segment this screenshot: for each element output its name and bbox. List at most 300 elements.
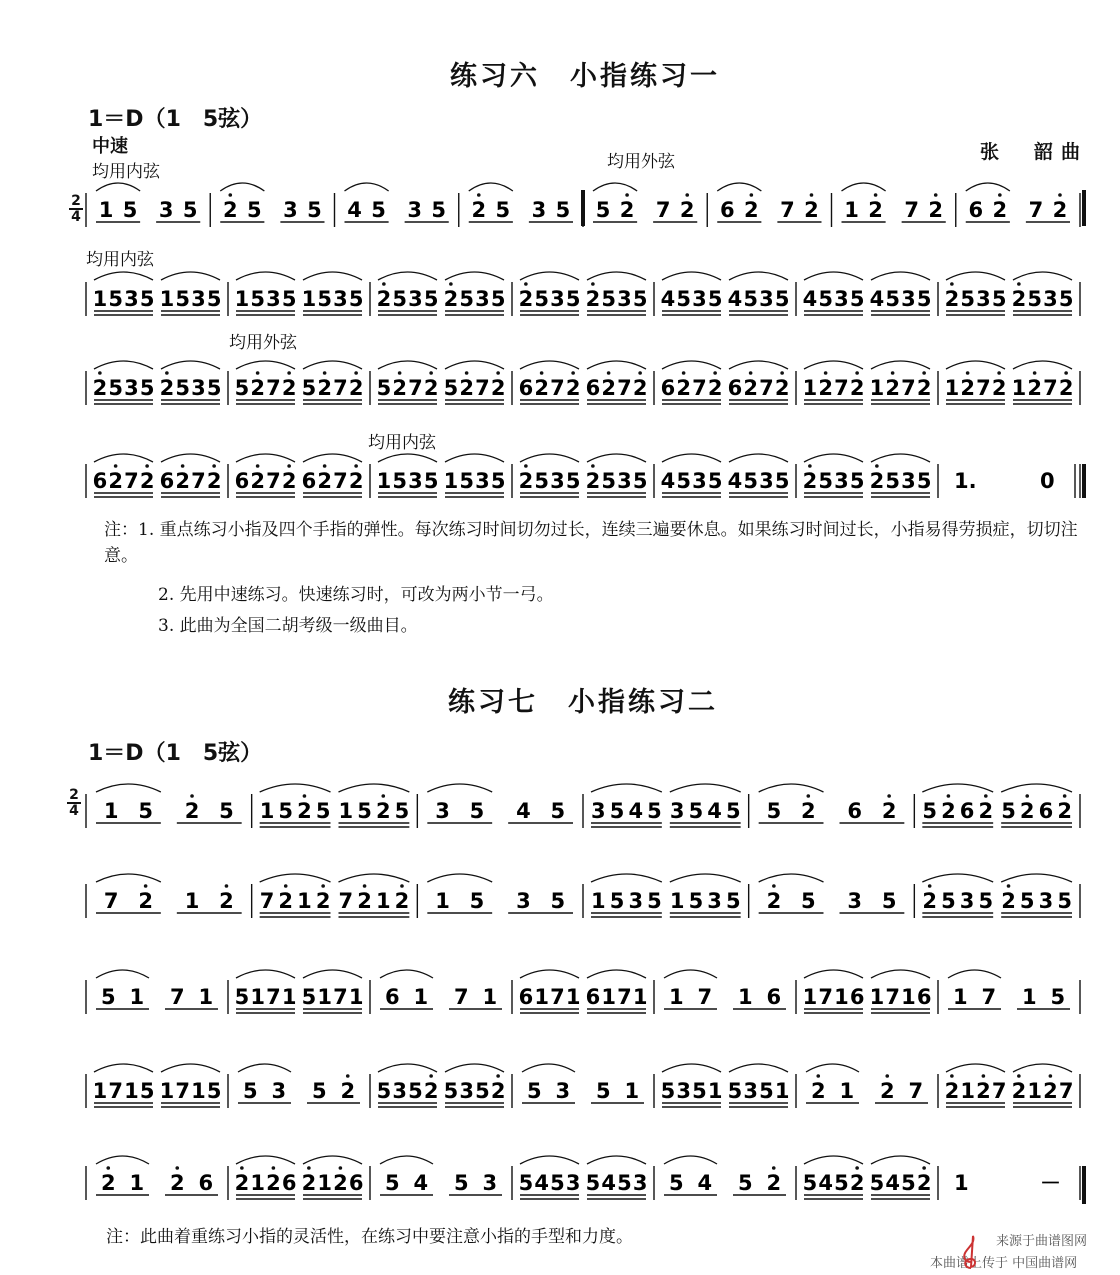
note-digit: 5	[726, 799, 741, 823]
note-digit: 7	[617, 985, 632, 1009]
octave-dot	[1017, 282, 1021, 286]
note-digit: 2	[357, 889, 372, 913]
note-digit: 2	[565, 376, 581, 400]
note-digit: 5	[357, 799, 372, 823]
note-digit: 5	[376, 376, 392, 400]
note-digit: 7	[175, 1079, 190, 1103]
note-digit: 1	[98, 198, 114, 222]
watermark-upload: 本曲谱上传于 中国曲谱网	[930, 1256, 1078, 1271]
note-digit: 3	[959, 889, 975, 913]
note-digit: 7	[266, 469, 281, 493]
slur	[339, 874, 410, 882]
note-digit: 6	[660, 376, 676, 400]
slur	[96, 1156, 149, 1164]
note-digit: 5	[242, 1079, 258, 1103]
slur	[759, 784, 824, 792]
slur	[1001, 874, 1072, 882]
note-digit: 5	[660, 1079, 676, 1103]
slur	[946, 272, 1005, 280]
note-digit: 5	[250, 287, 265, 311]
note-digit: 2	[443, 287, 459, 311]
octave-dot	[228, 193, 232, 197]
note-digit: 4	[347, 198, 362, 222]
note-digit: 2	[992, 198, 1008, 222]
octave-dot	[685, 193, 689, 197]
note-digit: 7	[692, 376, 707, 400]
note-digit: 5	[206, 1079, 222, 1103]
note-digit: 2	[978, 799, 994, 823]
slur	[593, 183, 637, 191]
note-digit: 2	[375, 799, 391, 823]
slur	[339, 784, 410, 792]
octave-dot	[106, 1166, 110, 1170]
note-digit: 5	[941, 889, 956, 913]
octave-dot	[874, 193, 878, 197]
note-digit: 7	[976, 376, 991, 400]
note-digit: 1	[601, 985, 616, 1009]
slur	[729, 361, 788, 369]
slur	[445, 361, 504, 369]
slur	[1001, 784, 1072, 792]
note-digit: 1	[184, 889, 200, 913]
note-digit: 5	[707, 287, 723, 311]
octave-dot	[682, 371, 686, 375]
octave-dot	[772, 1166, 776, 1170]
slur	[427, 784, 492, 792]
slur	[587, 970, 646, 978]
note-digit: 2	[301, 1171, 317, 1195]
note-digit: 1	[92, 1079, 108, 1103]
exercise-6-composer: 张 韶曲	[980, 141, 1089, 163]
slur	[161, 272, 220, 280]
note-digit: 3	[834, 287, 849, 311]
note-digit: 4	[818, 1171, 833, 1195]
note-digit: 2	[490, 376, 506, 400]
note-digit: 2	[1058, 376, 1074, 400]
octave-dot	[591, 464, 595, 468]
note-digit: 1	[1021, 985, 1037, 1009]
note-digit: 1	[250, 985, 265, 1009]
octave-dot	[429, 1074, 433, 1078]
note-digit: 1	[737, 985, 753, 1009]
octave-dot	[816, 1074, 820, 1078]
slur	[729, 272, 788, 280]
note-digit: 5	[384, 1171, 400, 1195]
note-digit: 1	[435, 889, 450, 913]
octave-dot	[400, 884, 404, 888]
note-digit: 7	[1058, 1079, 1074, 1103]
slur	[236, 272, 295, 280]
slur	[948, 970, 1001, 978]
octave-dot	[1049, 1074, 1053, 1078]
note-digit: 2	[960, 376, 975, 400]
note-digit: 5	[281, 287, 297, 311]
octave-dot	[855, 371, 859, 375]
note-digit: 3	[392, 1079, 407, 1103]
note-digit: 2	[632, 376, 648, 400]
slur	[161, 361, 220, 369]
exercise-7-key-signature: 1＝D（1 5弦）	[88, 741, 263, 766]
note-digit: 4	[697, 1171, 713, 1195]
note-digit: 2	[100, 1171, 116, 1195]
note-digit: 1	[159, 1079, 175, 1103]
note-digit: 5	[676, 287, 691, 311]
slur	[94, 1064, 153, 1072]
octave-dot	[181, 464, 185, 468]
note-digit: 7	[901, 376, 916, 400]
note-digit: 3	[191, 287, 206, 311]
note-digit: 5	[317, 287, 332, 311]
note-digit: 5	[565, 287, 581, 311]
note-digit: 5	[759, 1079, 774, 1103]
octave-dot	[144, 884, 148, 888]
note-digit: 2	[1043, 1079, 1058, 1103]
note-digit: 6	[198, 1171, 214, 1195]
note-digit: 6	[719, 198, 735, 222]
note-digit: 5	[555, 198, 571, 222]
octave-dot	[323, 371, 327, 375]
note-digit: 5	[991, 287, 1007, 311]
note-digit: 5	[453, 1171, 469, 1195]
slur	[520, 361, 579, 369]
note-digit: 2	[879, 1079, 895, 1103]
note-digit: 6	[766, 985, 782, 1009]
note-digit: 5	[1058, 287, 1074, 311]
note-digit: 7	[1043, 376, 1058, 400]
note-digit: 6	[849, 985, 865, 1009]
note-digit: 5	[206, 376, 222, 400]
note-digit: 3	[759, 287, 774, 311]
note-digit: 3	[482, 1171, 498, 1195]
note-digit: 2	[250, 469, 265, 493]
note-digit: 5	[175, 287, 190, 311]
note-digit: 5	[490, 287, 506, 311]
note-digit: 5	[182, 198, 198, 222]
note-digit: 5	[108, 376, 123, 400]
slur	[96, 183, 140, 191]
note-digit: 2	[348, 469, 364, 493]
note-digit: 3	[976, 287, 991, 311]
octave-dot	[165, 371, 169, 375]
note-digit: 5	[348, 287, 364, 311]
note-digit: 1	[482, 985, 498, 1009]
note-digit: 5	[459, 469, 474, 493]
slur	[303, 970, 362, 978]
note-digit: 4	[516, 799, 531, 823]
note-digit: 3	[692, 469, 707, 493]
note-digit: 7	[453, 985, 469, 1009]
octave-dot	[354, 464, 358, 468]
note-digit: 2	[184, 799, 200, 823]
note-digit: 2	[869, 469, 885, 493]
note-digit: 5	[881, 889, 897, 913]
note-digit: 7	[333, 376, 348, 400]
note-digit: 5	[443, 376, 459, 400]
note-digit: 5	[916, 469, 932, 493]
exercise-6-score	[0, 0, 1120, 520]
slur	[303, 361, 362, 369]
note-digit: 6	[348, 1171, 364, 1195]
octave-dot	[114, 464, 118, 468]
slur	[378, 454, 437, 462]
octave-dot	[323, 464, 327, 468]
note-digit: 4	[660, 469, 676, 493]
note-digit: 6	[301, 469, 317, 493]
note-digit: 5	[1050, 985, 1066, 1009]
slur	[662, 272, 721, 280]
note-digit: 6	[159, 469, 175, 493]
note-digit: 5	[550, 889, 566, 913]
note-digit: 3	[617, 287, 632, 311]
note-digit: 1	[375, 889, 391, 913]
note-digit: 6	[959, 799, 975, 823]
slur	[664, 970, 717, 978]
octave-dot	[1025, 794, 1029, 798]
note-digit: 5	[469, 799, 485, 823]
note-digit: 2	[916, 376, 932, 400]
octave-dot	[477, 193, 481, 197]
slur	[522, 1064, 575, 1072]
octave-dot	[1058, 193, 1062, 197]
note-digit: 5	[585, 1171, 601, 1195]
octave-dot	[966, 371, 970, 375]
string-label: 均用外弦	[607, 152, 675, 172]
octave-dot	[287, 464, 291, 468]
note-digit: 4	[885, 1171, 900, 1195]
octave-dot	[950, 1074, 954, 1078]
note-digit: －	[1040, 1171, 1061, 1195]
note-digit: 7	[759, 376, 774, 400]
slur	[520, 1156, 579, 1164]
note-digit: 2	[459, 376, 474, 400]
note-digit: 3	[516, 889, 531, 913]
note-digit: 5	[138, 799, 153, 823]
octave-dot	[524, 464, 528, 468]
note-digit: 1	[534, 985, 549, 1009]
note-digit: 1	[338, 799, 354, 823]
note-digit: 2	[281, 376, 297, 400]
note-digit: 5	[139, 1079, 155, 1103]
note-digit: 2	[991, 376, 1007, 400]
octave-dot	[772, 884, 776, 888]
note-digit: 5	[394, 799, 410, 823]
note-digit: 7	[908, 1079, 924, 1103]
note-digit: 5	[475, 1079, 490, 1103]
note-digit: 5	[219, 799, 234, 823]
note-digit: 3	[707, 889, 722, 913]
note-digit: 4	[413, 1171, 429, 1195]
octave-dot	[806, 794, 810, 798]
note-digit: 1	[834, 985, 849, 1009]
note-digit: 2	[169, 1171, 185, 1195]
octave-dot	[284, 884, 288, 888]
note-digit: 1	[1027, 1079, 1042, 1103]
slur	[236, 970, 295, 978]
note-digit: 5	[632, 469, 648, 493]
note-digit: 1	[281, 985, 297, 1009]
note-digit: 5	[392, 287, 407, 311]
slur	[380, 1156, 433, 1164]
note-digit: 2	[885, 376, 900, 400]
note-digit: 2	[941, 799, 956, 823]
note-digit: 1	[301, 287, 317, 311]
octave-dot	[287, 371, 291, 375]
note-digit: 6	[916, 985, 932, 1009]
note-digit: 1	[952, 985, 968, 1009]
slur	[966, 183, 1010, 191]
octave-dot	[303, 794, 307, 798]
slur	[871, 272, 930, 280]
note-digit: 5	[800, 889, 816, 913]
note-digit: 3	[459, 1079, 474, 1103]
note-digit: 5	[609, 889, 625, 913]
slur	[804, 1156, 863, 1164]
note-digit: 7	[259, 889, 275, 913]
note-digit: 5	[1001, 799, 1016, 823]
note-digit: 1	[1011, 376, 1027, 400]
note-digit: 7	[191, 469, 206, 493]
note-digit: 1	[844, 198, 859, 222]
note-digit: 5	[885, 469, 900, 493]
note-digit: 2	[534, 376, 549, 400]
note-digit: 2	[139, 469, 155, 493]
note-digit: 7	[338, 889, 354, 913]
note-digit: 1	[92, 287, 108, 311]
octave-dot	[398, 371, 402, 375]
note-digit: 5	[490, 469, 506, 493]
slur	[806, 1064, 859, 1072]
note-digit: 2	[585, 287, 601, 311]
note-digit: 5	[916, 287, 932, 311]
slur	[520, 970, 579, 978]
note-digit: 1	[297, 889, 312, 913]
note-digit: 3	[408, 287, 423, 311]
exercise-7-title: 练习七 小指练习二	[448, 687, 718, 718]
slur	[804, 454, 863, 462]
note-digit: 6	[1038, 799, 1054, 823]
octave-dot	[496, 371, 500, 375]
note-digit: 2	[219, 889, 234, 913]
note-digit: 7	[108, 1079, 123, 1103]
note-digit: 2	[222, 198, 238, 222]
exercise-6-note-3: 3. 此曲为全国二胡考级一级曲目。	[158, 616, 418, 636]
slur	[670, 784, 741, 792]
note-digit: 7	[475, 376, 490, 400]
note-digit: 5	[315, 799, 331, 823]
slur	[1013, 1064, 1072, 1072]
note-digit: 2	[518, 469, 534, 493]
octave-dot	[810, 193, 814, 197]
note-digit: 2	[317, 376, 332, 400]
note-digit: 2	[423, 376, 439, 400]
note-digit: 5	[692, 1079, 707, 1103]
note-digit: 7	[818, 985, 833, 1009]
note-digit: 1	[129, 1171, 145, 1195]
note-digit: 1	[234, 287, 250, 311]
note-digit: 5	[960, 287, 975, 311]
note-digit: 3	[617, 469, 632, 493]
note-digit: 1	[317, 985, 332, 1009]
note-digit: 2	[206, 469, 222, 493]
note-digit: 5	[885, 287, 900, 311]
slur	[587, 361, 646, 369]
note-digit: 5	[495, 198, 511, 222]
note-digit: 5	[122, 198, 138, 222]
octave-dot	[571, 371, 575, 375]
note-digit: 5	[737, 1171, 753, 1195]
note-digit: 6	[585, 985, 601, 1009]
note-digit: 5	[307, 198, 322, 222]
note-digit: 4	[707, 799, 722, 823]
note-digit: 2	[818, 376, 833, 400]
octave-dot	[429, 371, 433, 375]
slur	[161, 454, 220, 462]
slur	[94, 272, 153, 280]
note-digit: 2	[159, 376, 175, 400]
note-digit: 5	[565, 469, 581, 493]
note-digit: 1	[774, 1079, 790, 1103]
note-digit: 1	[348, 985, 364, 1009]
slur	[303, 272, 362, 280]
note-digit: 5	[550, 1171, 565, 1195]
note-digit: 1	[317, 1171, 332, 1195]
octave-dot	[824, 371, 828, 375]
exercise-6-note-1: 注：1. 重点练习小指及四个手指的弹性。每次练习时间切勿过长，连续三遍要休息。如果练习时间过长，小指易得劳损症，切切注意。	[104, 520, 1078, 567]
slur	[96, 970, 149, 978]
note-digit: 3	[847, 889, 863, 913]
note-digit: 5	[100, 985, 116, 1009]
octave-dot	[808, 464, 812, 468]
note-digit: 1	[191, 1079, 206, 1103]
slur	[922, 874, 993, 882]
note-digit: 5	[234, 985, 250, 1009]
octave-dot	[354, 371, 358, 375]
note-digit: 2	[1011, 1079, 1027, 1103]
note-digit: 7	[697, 985, 713, 1009]
note-digit: 2	[916, 1171, 932, 1195]
note-digit: 1	[802, 985, 818, 1009]
note-digit: 3	[435, 799, 450, 823]
octave-dot	[256, 464, 260, 468]
octave-dot	[997, 371, 1001, 375]
note-digit: 5	[647, 799, 662, 823]
octave-dot	[875, 464, 879, 468]
note-digit: 5	[727, 1079, 743, 1103]
note-digit: 5	[301, 985, 317, 1009]
note-digit: 4	[601, 1171, 616, 1195]
note-digit: 2	[744, 198, 759, 222]
note-digit: 1	[443, 469, 459, 493]
slur	[380, 970, 433, 978]
note-digit: 5	[647, 889, 662, 913]
note-digit: 5	[595, 198, 611, 222]
note-digit: 2	[743, 376, 758, 400]
note-digit: 5	[834, 1171, 849, 1195]
note-digit: 7	[169, 985, 185, 1009]
note-digit: 5	[423, 287, 439, 311]
note-digit: 5	[1019, 889, 1035, 913]
note-digit: 5	[423, 469, 439, 493]
note-digit: 2	[297, 799, 312, 823]
note-digit: 2	[108, 469, 123, 493]
note-digit: 1	[124, 1079, 139, 1103]
slur	[445, 454, 504, 462]
note-digit: 4	[628, 799, 644, 823]
note-digit: 5	[1057, 889, 1072, 913]
note-digit: 2	[315, 889, 331, 913]
octave-dot	[750, 193, 754, 197]
note-digit: 2	[601, 376, 616, 400]
